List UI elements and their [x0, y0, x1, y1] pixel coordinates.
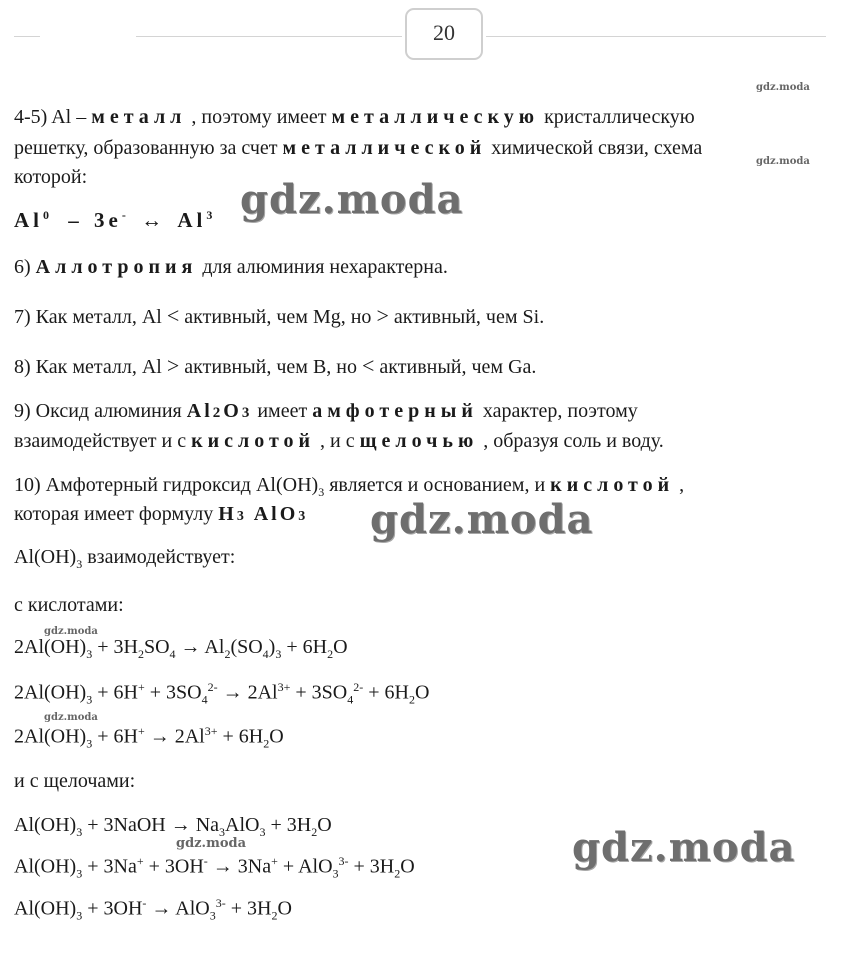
- interacts-heading: $Al(OH)_3$ взаимодействует:: [14, 546, 236, 571]
- with-alkalis-heading: и с щелочами:: [14, 770, 136, 792]
- para-4-5-line-3: которой:: [14, 166, 88, 188]
- watermark-small-2: gdz.moda: [756, 156, 810, 167]
- term-acid: кислотой: [191, 430, 316, 452]
- watermark-small-5: gdz.moda: [176, 836, 247, 851]
- bond-scheme: Al$^0$ – 3e- ↔ Al$^3$: [14, 208, 213, 232]
- para-7: 7) Как металл, Al < активный, чем Mg, но > активный, чем Si.: [14, 303, 545, 328]
- equation-2: $2Al(OH)_3 + 6H^+ + 3SO_4^{2-} \to 2Al^{3+} + 3SO_4^{2-} + 6H_2O$: [14, 680, 430, 707]
- with-acids-heading: с кислотами:: [14, 594, 124, 616]
- para-10-line-1: 10) Амфотерный гидроксид $Al(OH)_3$ является и основанием, и кислотой ,: [14, 474, 685, 499]
- watermark-small-3: gdz.moda: [44, 626, 98, 637]
- watermark-small-1: gdz.moda: [756, 82, 810, 93]
- term-amphoteric: амфотерный: [312, 400, 478, 422]
- term-metallic-lattice: металлическую: [331, 106, 540, 128]
- para-10-line-2: которая имеет формулу H3 AlO3: [14, 503, 309, 525]
- term-metallic-bond: металлической: [282, 137, 487, 159]
- page-number: 20: [405, 8, 483, 60]
- header-rule-right: [486, 36, 826, 37]
- para-4-5-line-2: решетку, образованную за счет металлической химической связи, схема: [14, 137, 703, 159]
- equation-3: $2Al(OH)_3 + 6H^+ \to 2Al^{3+} + 6H_2O$: [14, 724, 284, 751]
- para-4-5-line-1: 4-5) Al – металл , поэтому имеет металлическую кристаллическую: [14, 106, 695, 128]
- equation-4: $Al(OH)_3$ + 3NaOH → $Na_3AlO_3 + 3H_2O$: [14, 814, 332, 839]
- formula-al2o3: Al2O3: [186, 400, 253, 422]
- para-8: 8) Как металл, Al > активный, чем B, но < активный, чем Ga.: [14, 353, 537, 378]
- watermark-large-1: gdz.moda: [240, 176, 464, 223]
- equation-5: $Al(OH)_3 + 3Na^+ + 3OH^- \to 3Na^+ + AlO_3^{3-} + 3H_2O$: [14, 854, 415, 881]
- para-9-line-2: взаимодействует и с кислотой , и с щелочью , образуя соль и воду.: [14, 430, 664, 452]
- term-metal: металл: [91, 106, 187, 128]
- equation-6: $Al(OH)_3 + 3OH^- \to AlO_3^{3-} + 3H_2O$: [14, 896, 292, 923]
- equation-1: $2Al(OH)_3 + 3H_2SO_4 \to Al_2(SO_4)_3 + 6H_2O$: [14, 636, 348, 661]
- watermark-small-4: gdz.moda: [44, 712, 98, 723]
- equilibrium-arrow-icon: ↔: [141, 208, 163, 232]
- header-rule-left: [14, 36, 40, 37]
- term-alkali: щелочью: [359, 430, 479, 452]
- watermark-large-2: gdz.moda: [370, 496, 594, 543]
- term-acid-2: кислотой: [550, 474, 675, 496]
- header-rule-mid: [136, 36, 402, 37]
- para-6: 6) Аллотропия для алюминия нехарактерна.: [14, 256, 448, 278]
- watermark-large-3: gdz.moda: [572, 824, 796, 871]
- term-allotropy: Аллотропия: [35, 256, 198, 278]
- para-9-line-1: 9) Оксид алюминия Al2O3 имеет амфотерный характер, поэтому: [14, 400, 638, 422]
- formula-h3alo3: H3 AlO3: [218, 503, 309, 525]
